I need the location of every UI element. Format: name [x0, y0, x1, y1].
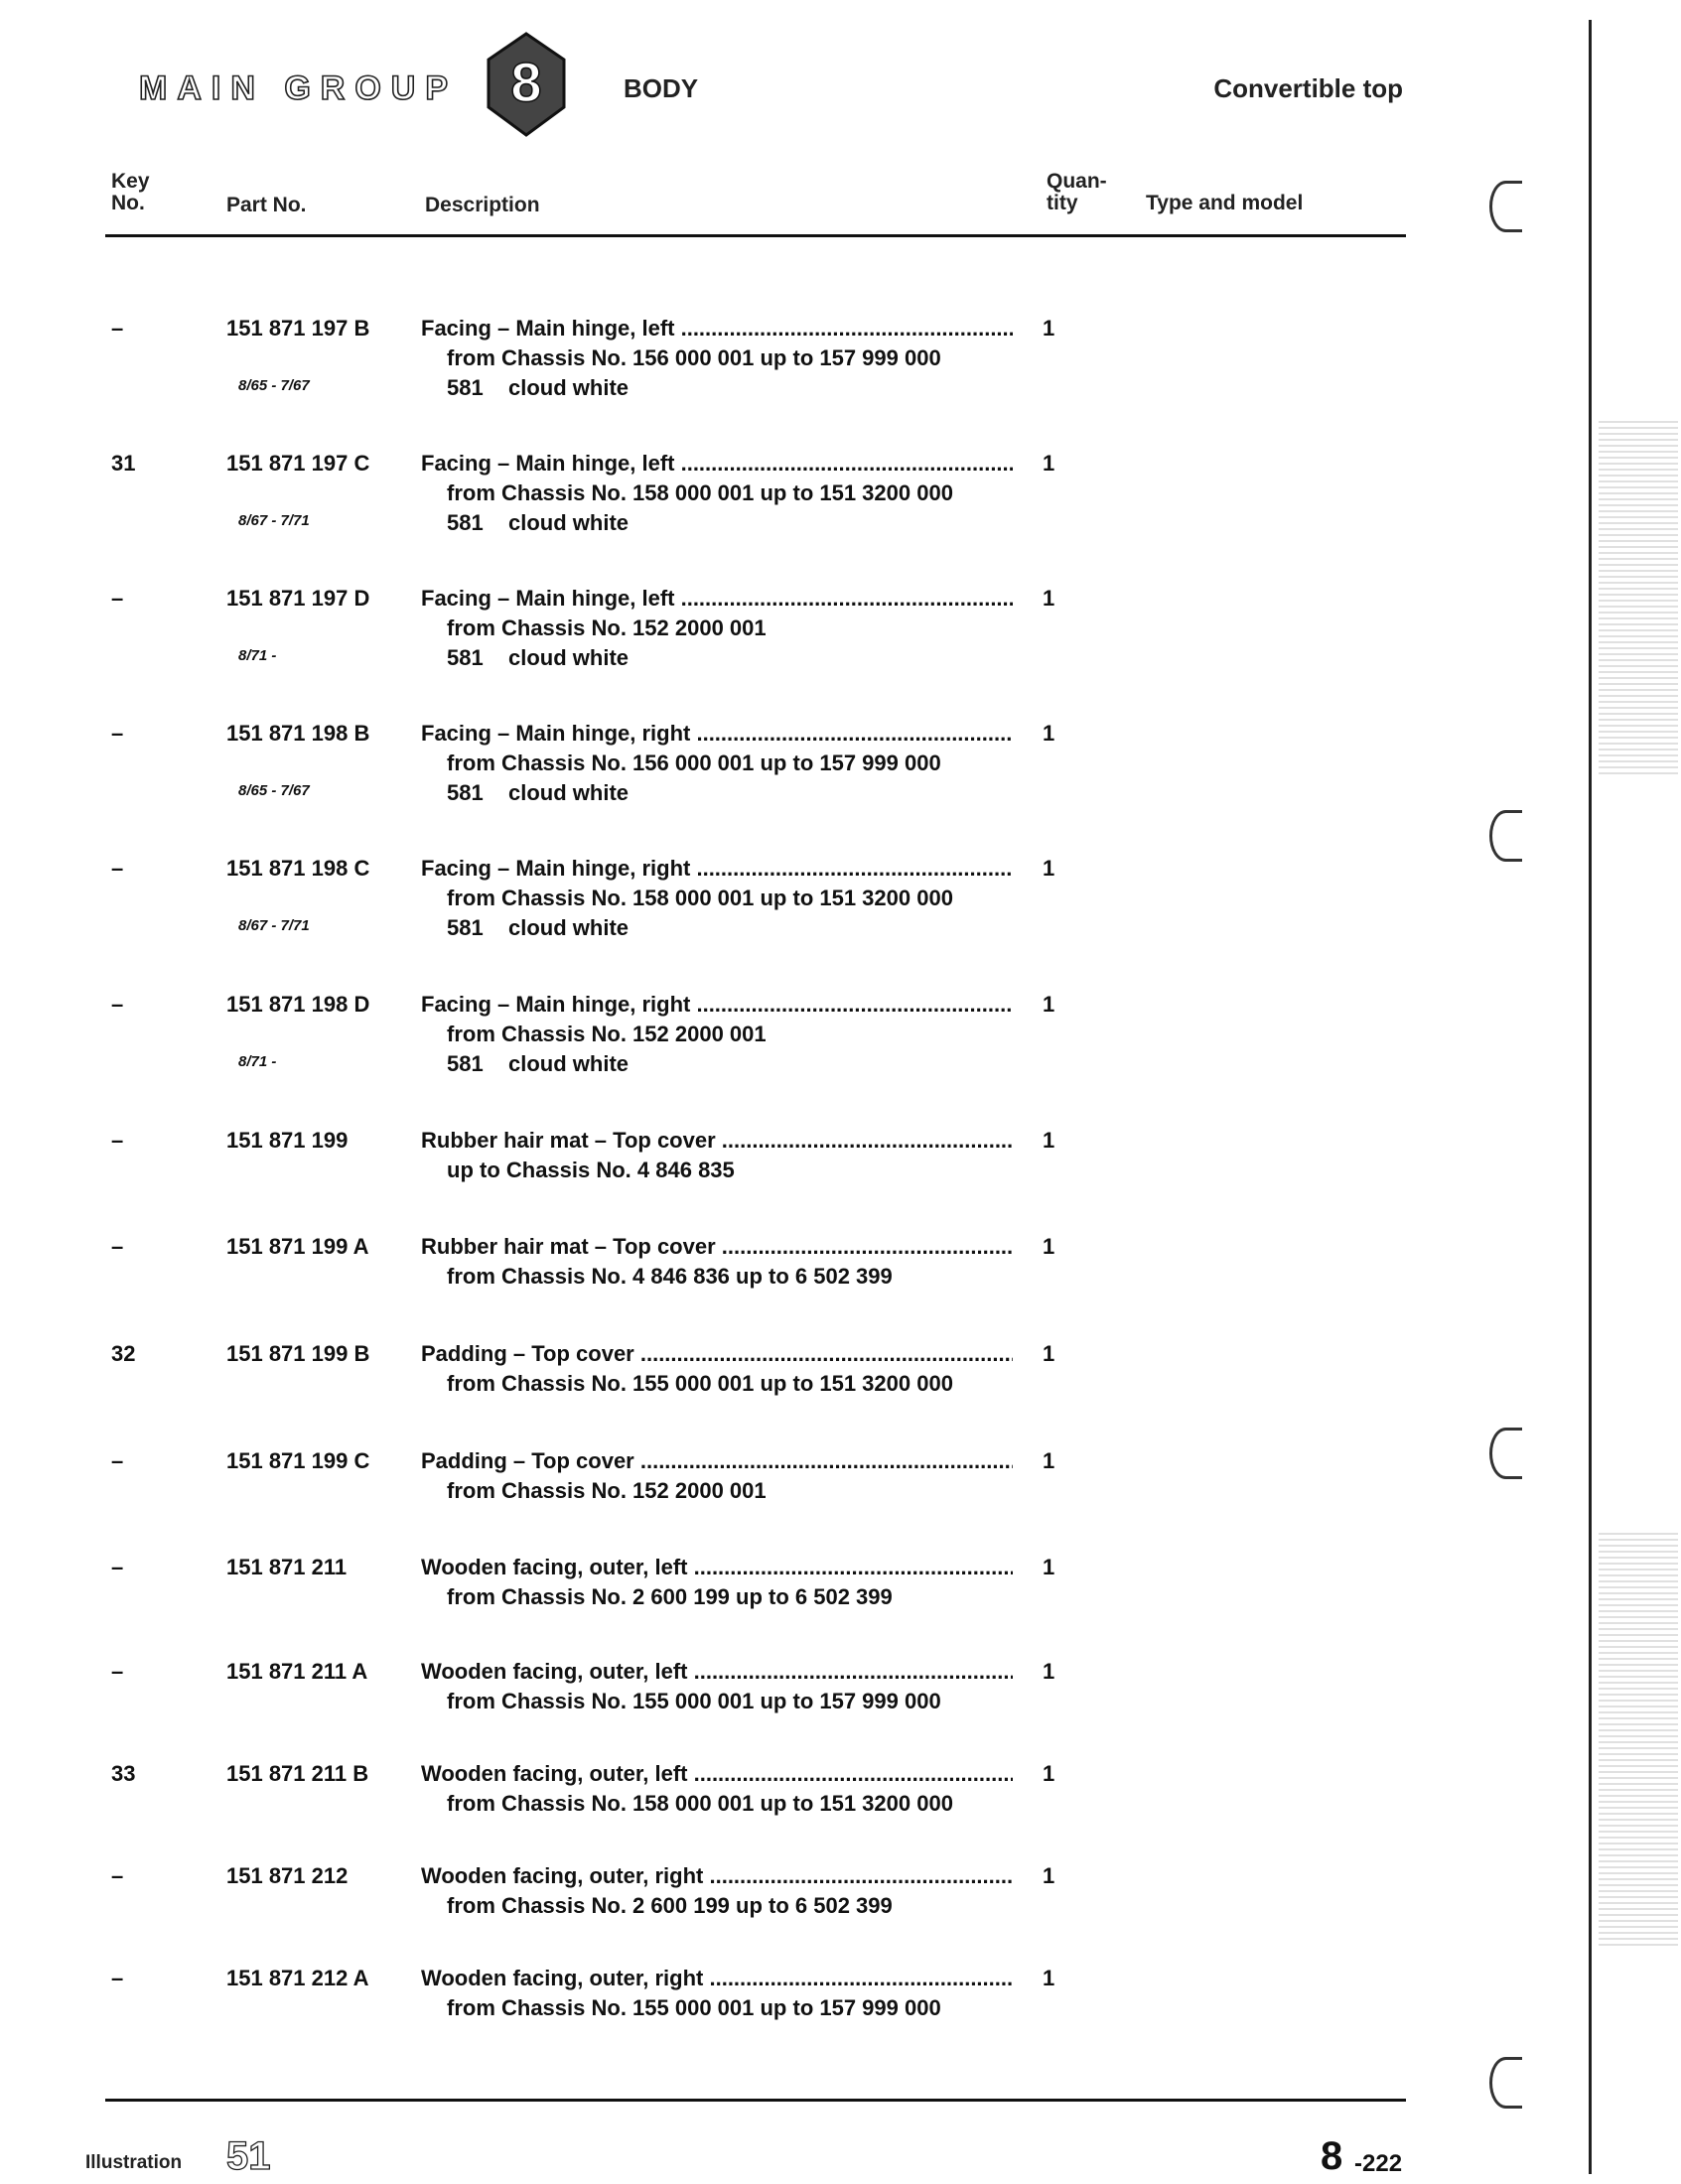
- quantity: 1: [1043, 1341, 1055, 1366]
- chassis-range: from Chassis No. 155 000 001 up to 157 999 000: [447, 1689, 941, 1713]
- date-range: 8/67 - 7/71: [238, 512, 310, 529]
- part-description: Rubber hair mat – Top cover .....: [421, 1234, 1013, 1260]
- chassis-range: from Chassis No. 4 846 836 up to 6 502 399: [447, 1264, 893, 1289]
- part-number: 151 871 212 A: [226, 1966, 369, 1990]
- punch-hole: [1489, 181, 1522, 232]
- chassis-range: from Chassis No. 152 2000 001: [447, 1022, 767, 1046]
- color-code: 581: [447, 645, 484, 670]
- part-entry: [0, 856, 1681, 975]
- part-number: 151 871 211: [226, 1555, 348, 1579]
- part-number: 151 871 198 D: [226, 992, 370, 1017]
- key-number: –: [111, 1659, 124, 1684]
- part-description: Wooden facing, outer, right .....: [421, 1966, 1013, 1991]
- color-code: 581: [447, 780, 484, 805]
- part-number: 151 871 199: [226, 1128, 349, 1153]
- part-description: Facing – Main hinge, right .....: [421, 721, 1013, 747]
- chassis-range: from Chassis No. 155 000 001 up to 151 3200 000: [447, 1371, 953, 1396]
- punch-hole: [1489, 1428, 1522, 1479]
- color-code: 581: [447, 1051, 484, 1076]
- part-entry: [0, 1341, 1681, 1460]
- key-number: –: [111, 1966, 124, 1990]
- quantity: 1: [1043, 451, 1055, 476]
- part-entry: [0, 1761, 1681, 1880]
- part-description: Facing – Main hinge, left .....: [421, 316, 1013, 341]
- part-entry: [0, 316, 1681, 435]
- chassis-range: from Chassis No. 158 000 001 up to 151 3200 000: [447, 886, 953, 910]
- section-title: Convertible top: [1213, 73, 1403, 103]
- part-number: 151 871 197 C: [226, 451, 370, 476]
- part-number: 151 871 198 B: [226, 721, 370, 746]
- chassis-range: from Chassis No. 155 000 001 up to 157 999 000: [447, 1995, 941, 2020]
- key-number: –: [111, 1234, 124, 1259]
- part-entry: [0, 1234, 1681, 1353]
- part-number: 151 871 199 C: [226, 1448, 370, 1473]
- quantity: 1: [1043, 1966, 1055, 1990]
- quantity: 1: [1043, 1555, 1055, 1579]
- color-code: 581: [447, 510, 484, 535]
- part-number: 151 871 198 C: [226, 856, 370, 881]
- column-header-description: Description: [425, 194, 540, 216]
- group-number-badge: [485, 30, 568, 139]
- quantity: 1: [1043, 1863, 1055, 1888]
- key-number: –: [111, 1128, 124, 1153]
- illustration-label: Illustration: [85, 2152, 183, 2173]
- part-entry: [0, 721, 1681, 840]
- column-header-quantity: Quan- tity: [1047, 170, 1107, 214]
- part-entry: [0, 1966, 1681, 2085]
- column-header-type-model: Type and model: [1146, 192, 1304, 214]
- color-name: cloud white: [508, 915, 629, 940]
- chassis-range: from Chassis No. 158 000 001 up to 151 3200 000: [447, 480, 953, 505]
- date-range: 8/71 -: [238, 647, 277, 664]
- quantity: 1: [1043, 1128, 1055, 1153]
- date-range: 8/67 - 7/71: [238, 917, 310, 934]
- color-name: cloud white: [508, 510, 629, 535]
- part-entry: [0, 1128, 1681, 1247]
- part-description: Facing – Main hinge, left .....: [421, 586, 1013, 612]
- part-description: Wooden facing, outer, left .....: [421, 1659, 1013, 1685]
- part-description: Wooden facing, outer, left .....: [421, 1761, 1013, 1787]
- part-entry: [0, 1448, 1681, 1568]
- quantity: 1: [1043, 316, 1055, 341]
- chassis-range: from Chassis No. 2 600 199 up to 6 502 399: [447, 1893, 893, 1918]
- quantity: 1: [1043, 586, 1055, 611]
- part-entry: [0, 1555, 1681, 1674]
- part-description: Facing – Main hinge, left .....: [421, 451, 1013, 477]
- main-group-title: MAIN GROUP: [139, 69, 458, 107]
- color-name: cloud white: [508, 645, 629, 670]
- part-description: Wooden facing, outer, right .....: [421, 1863, 1013, 1889]
- part-number: 151 871 211 A: [226, 1659, 368, 1684]
- part-entry: [0, 992, 1681, 1111]
- part-description: Padding – Top cover .....: [421, 1341, 1013, 1367]
- quantity: 1: [1043, 992, 1055, 1017]
- key-number: 32: [111, 1341, 136, 1366]
- key-number: –: [111, 1555, 124, 1579]
- part-number: 151 871 211 B: [226, 1761, 369, 1786]
- punch-hole: [1489, 810, 1522, 862]
- group-number: 8: [510, 51, 542, 113]
- part-number: 151 871 212: [226, 1863, 349, 1888]
- color-code: 581: [447, 375, 484, 400]
- chassis-range: from Chassis No. 156 000 001 up to 157 999 000: [447, 751, 941, 775]
- binder-edge: [1589, 20, 1592, 2174]
- quantity: 1: [1043, 1234, 1055, 1259]
- color-name: cloud white: [508, 375, 629, 400]
- column-header-key-no: Key No.: [111, 170, 150, 214]
- part-entry: [0, 586, 1681, 705]
- part-description: Wooden facing, outer, left .....: [421, 1555, 1013, 1580]
- body-label: BODY: [624, 73, 699, 103]
- color-code: 581: [447, 915, 484, 940]
- key-number: –: [111, 721, 124, 746]
- punch-hole: [1489, 2057, 1522, 2109]
- chassis-range: from Chassis No. 2 600 199 up to 6 502 399: [447, 1584, 893, 1609]
- quantity: 1: [1043, 1761, 1055, 1786]
- page-number-suffix: -222: [1354, 2150, 1403, 2177]
- chassis-range: from Chassis No. 158 000 001 up to 151 3200 000: [447, 1791, 953, 1816]
- part-description: Padding – Top cover .....: [421, 1448, 1013, 1474]
- chassis-range: from Chassis No. 156 000 001 up to 157 999 000: [447, 345, 941, 370]
- part-description: Rubber hair mat – Top cover .....: [421, 1128, 1013, 1154]
- key-number: –: [111, 1863, 124, 1888]
- part-number: 151 871 197 D: [226, 586, 370, 611]
- key-number: –: [111, 856, 124, 881]
- chassis-range: from Chassis No. 152 2000 001: [447, 615, 767, 640]
- part-number: 151 871 199 A: [226, 1234, 369, 1259]
- part-entry: [0, 451, 1681, 570]
- illustration-number: 51: [226, 2134, 271, 2178]
- header-rule: [105, 234, 1406, 237]
- quantity: 1: [1043, 721, 1055, 746]
- quantity: 1: [1043, 1448, 1055, 1473]
- chassis-range: from Chassis No. 152 2000 001: [447, 1478, 767, 1503]
- part-description: Facing – Main hinge, right .....: [421, 856, 1013, 882]
- chassis-range: up to Chassis No. 4 846 835: [447, 1158, 735, 1182]
- key-number: –: [111, 992, 124, 1017]
- scan-noise: [1599, 417, 1678, 774]
- part-entry: [0, 1863, 1681, 1982]
- footer-rule: [105, 2099, 1406, 2102]
- key-number: –: [111, 316, 124, 341]
- page-number: 8: [1321, 2134, 1343, 2178]
- quantity: 1: [1043, 1659, 1055, 1684]
- date-range: 8/71 -: [238, 1053, 277, 1070]
- key-number: 31: [111, 451, 136, 476]
- color-name: cloud white: [508, 780, 629, 805]
- color-name: cloud white: [508, 1051, 629, 1076]
- part-entry: [0, 1659, 1681, 1778]
- quantity: 1: [1043, 856, 1055, 881]
- part-number: 151 871 199 B: [226, 1341, 370, 1366]
- part-description: Facing – Main hinge, right .....: [421, 992, 1013, 1018]
- column-header-part-no: Part No.: [226, 194, 307, 216]
- part-number: 151 871 197 B: [226, 316, 370, 341]
- key-number: –: [111, 1448, 124, 1473]
- date-range: 8/65 - 7/67: [238, 782, 310, 799]
- key-number: –: [111, 586, 124, 611]
- date-range: 8/65 - 7/67: [238, 377, 310, 394]
- key-number: 33: [111, 1761, 136, 1786]
- scan-noise: [1599, 1529, 1678, 1946]
